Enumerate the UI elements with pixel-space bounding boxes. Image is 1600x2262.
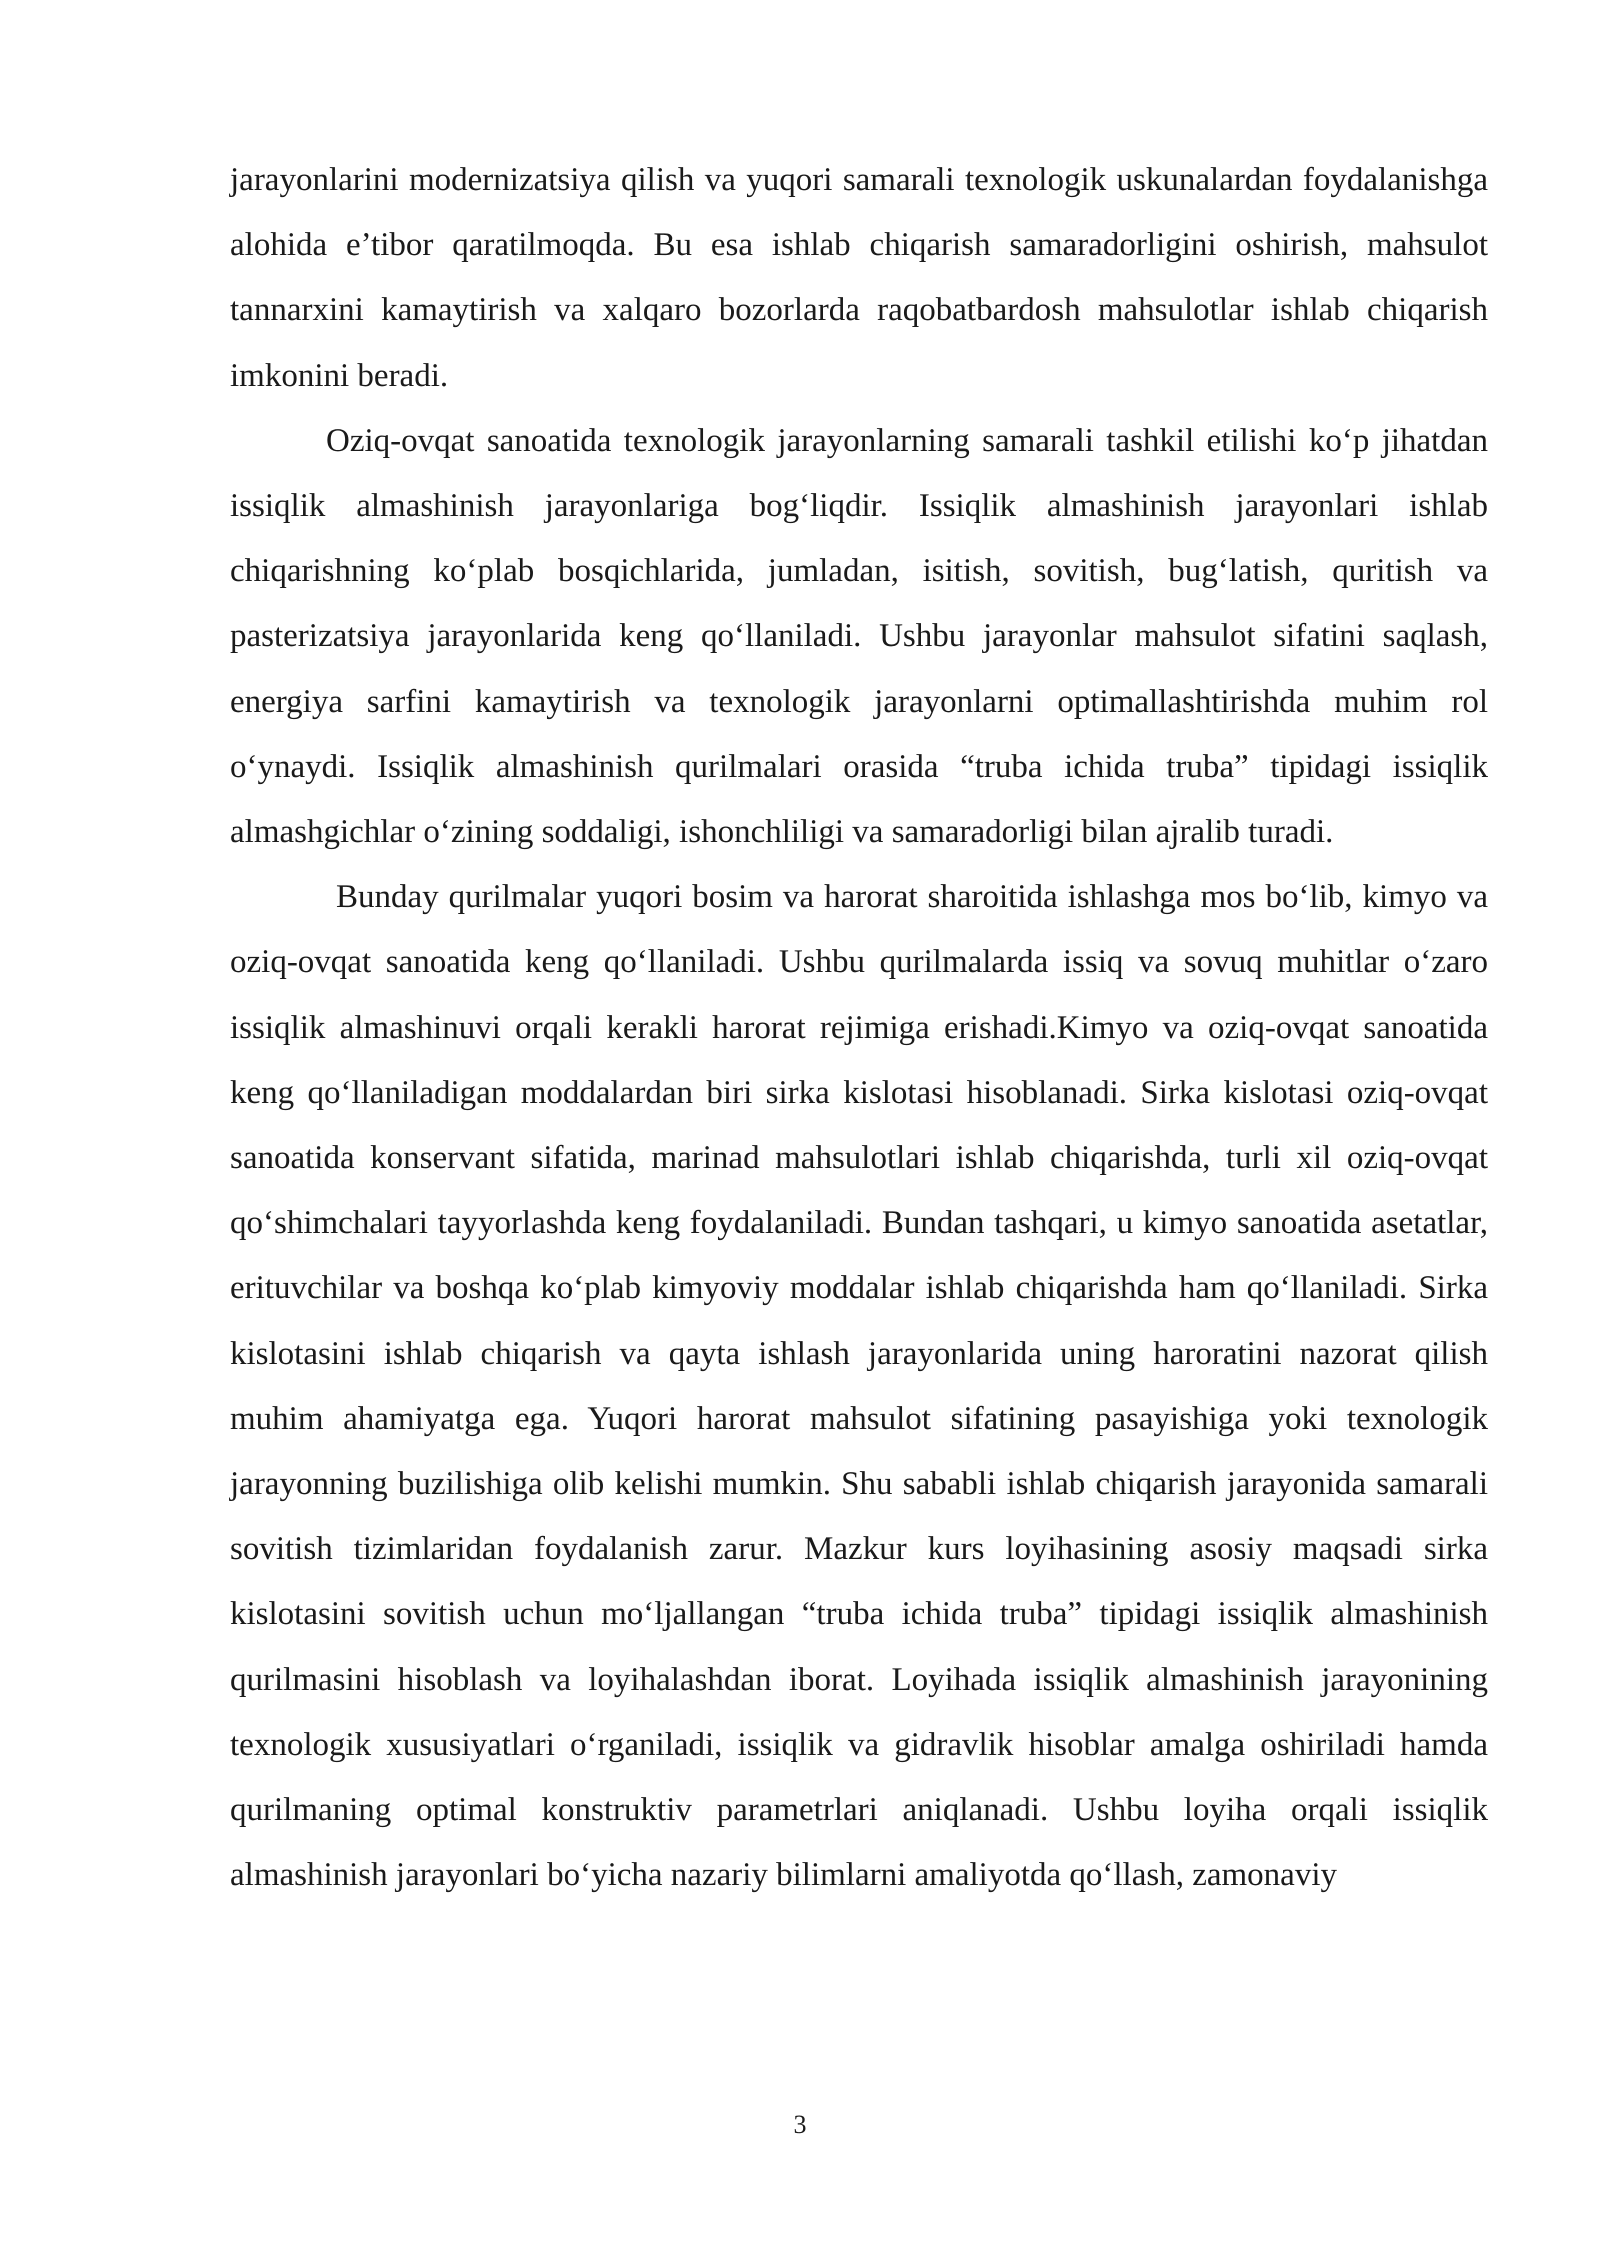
body-text [230,148,1488,1908]
paragraph-continuation: jarayonlarini modernizatsiya qilish va yuqori samarali texnologik uskunalardan foydalanishga alohida e’tibor qaratilmoqda. Bu esa ishlab chiqarish samaradorligini oshirish, mahsulot tannarxini kamaytirish va xalqaro bozorlarda raqobatbardosh mahsulotlar ishlab chiqarish imkonini beradi. [230,162,1488,394]
page-number: 3 [793,2110,807,2139]
paragraph-heat-exchange: Oziq-ovqat sanoatida texnologik jarayonlarning samarali tashkil etilishi ko‘p jihatdan issiqlik almashinish jarayonlariga bog‘liqdir. Issiqlik almashinish jarayonlari ishlab chiqarishning ko‘plab bosqichlarida, jumladan, isitish, sovitish, bug‘latish, quritish va pasterizatsiya jarayonlarida keng qo‘llaniladi. Ushbu jarayonlar mahsulot sifatini saqlash, energiya sarfini kamaytirish va texnologik jarayonlarni optimallashtirishda muhim rol o‘ynaydi. Issiqlik almashinish qurilmalari orasida “truba ichida truba” tipidagi issiqlik almashgichlar o‘zining soddaligi, ishonchliligi va samaradorligi bilan ajralib turadi. [230,422,1488,851]
paragraph-acetic-acid: Bunday qurilmalar yuqori bosim va harorat sharoitida ishlashga mos bo‘lib, kimyo va oziq-ovqat sanoatida keng qo‘llaniladi. Ushbu qurilmalarda issiq va sovuq muhitlar o‘zaro issiqlik almashinuvi orqali kerakli harorat rejimiga erishadi.Kimyo va oziq-ovqat sanoatida keng qo‘llaniladigan moddalardan biri sirka kislotasi hisoblanadi. Sirka kislotasi oziq-ovqat sanoatida konservant sifatida, marinad mahsulotlari ishlab chiqarishda, turli xil oziq-ovqat qo‘shimchalari tayyorlashda keng foydalaniladi. Bundan tashqari, u kimyo sanoatida asetatlar, erituvchilar va boshqa ko‘plab kimyoviy moddalar ishlab chiqarishda ham qo‘llaniladi. Sirka kislotasini ishlab chiqarish va qayta ishlash jarayonlarida uning haroratini nazorat qilish muhim ahamiyatga ega. Yuqori harorat mahsulot sifatining pasayishiga yoki texnologik jarayonning buzilishiga olib kelishi mumkin. Shu sababli ishlab chiqarish jarayonida samarali sovitish tizimlaridan foydalanish zarur. Mazkur kurs loyihasining asosiy maqsadi sirka kislotasini sovitish uchun mo‘ljallangan “truba ichida truba” tipidagi issiqlik almashinish qurilmasini hisoblash va loyihalashdan iborat. Loyihada issiqlik almashinish jarayonining texnologik xususiyatlari o‘rganiladi, issiqlik va gidravlik hisoblar amalga oshiriladi hamda qurilmaning optimal konstruktiv parametrlari aniqlanadi. Ushbu loyiha orqali issiqlik almashinish jarayonlari bo‘yicha nazariy bilimlarni amaliyotda qo‘llash, zamonaviy [230,879,1488,1894]
